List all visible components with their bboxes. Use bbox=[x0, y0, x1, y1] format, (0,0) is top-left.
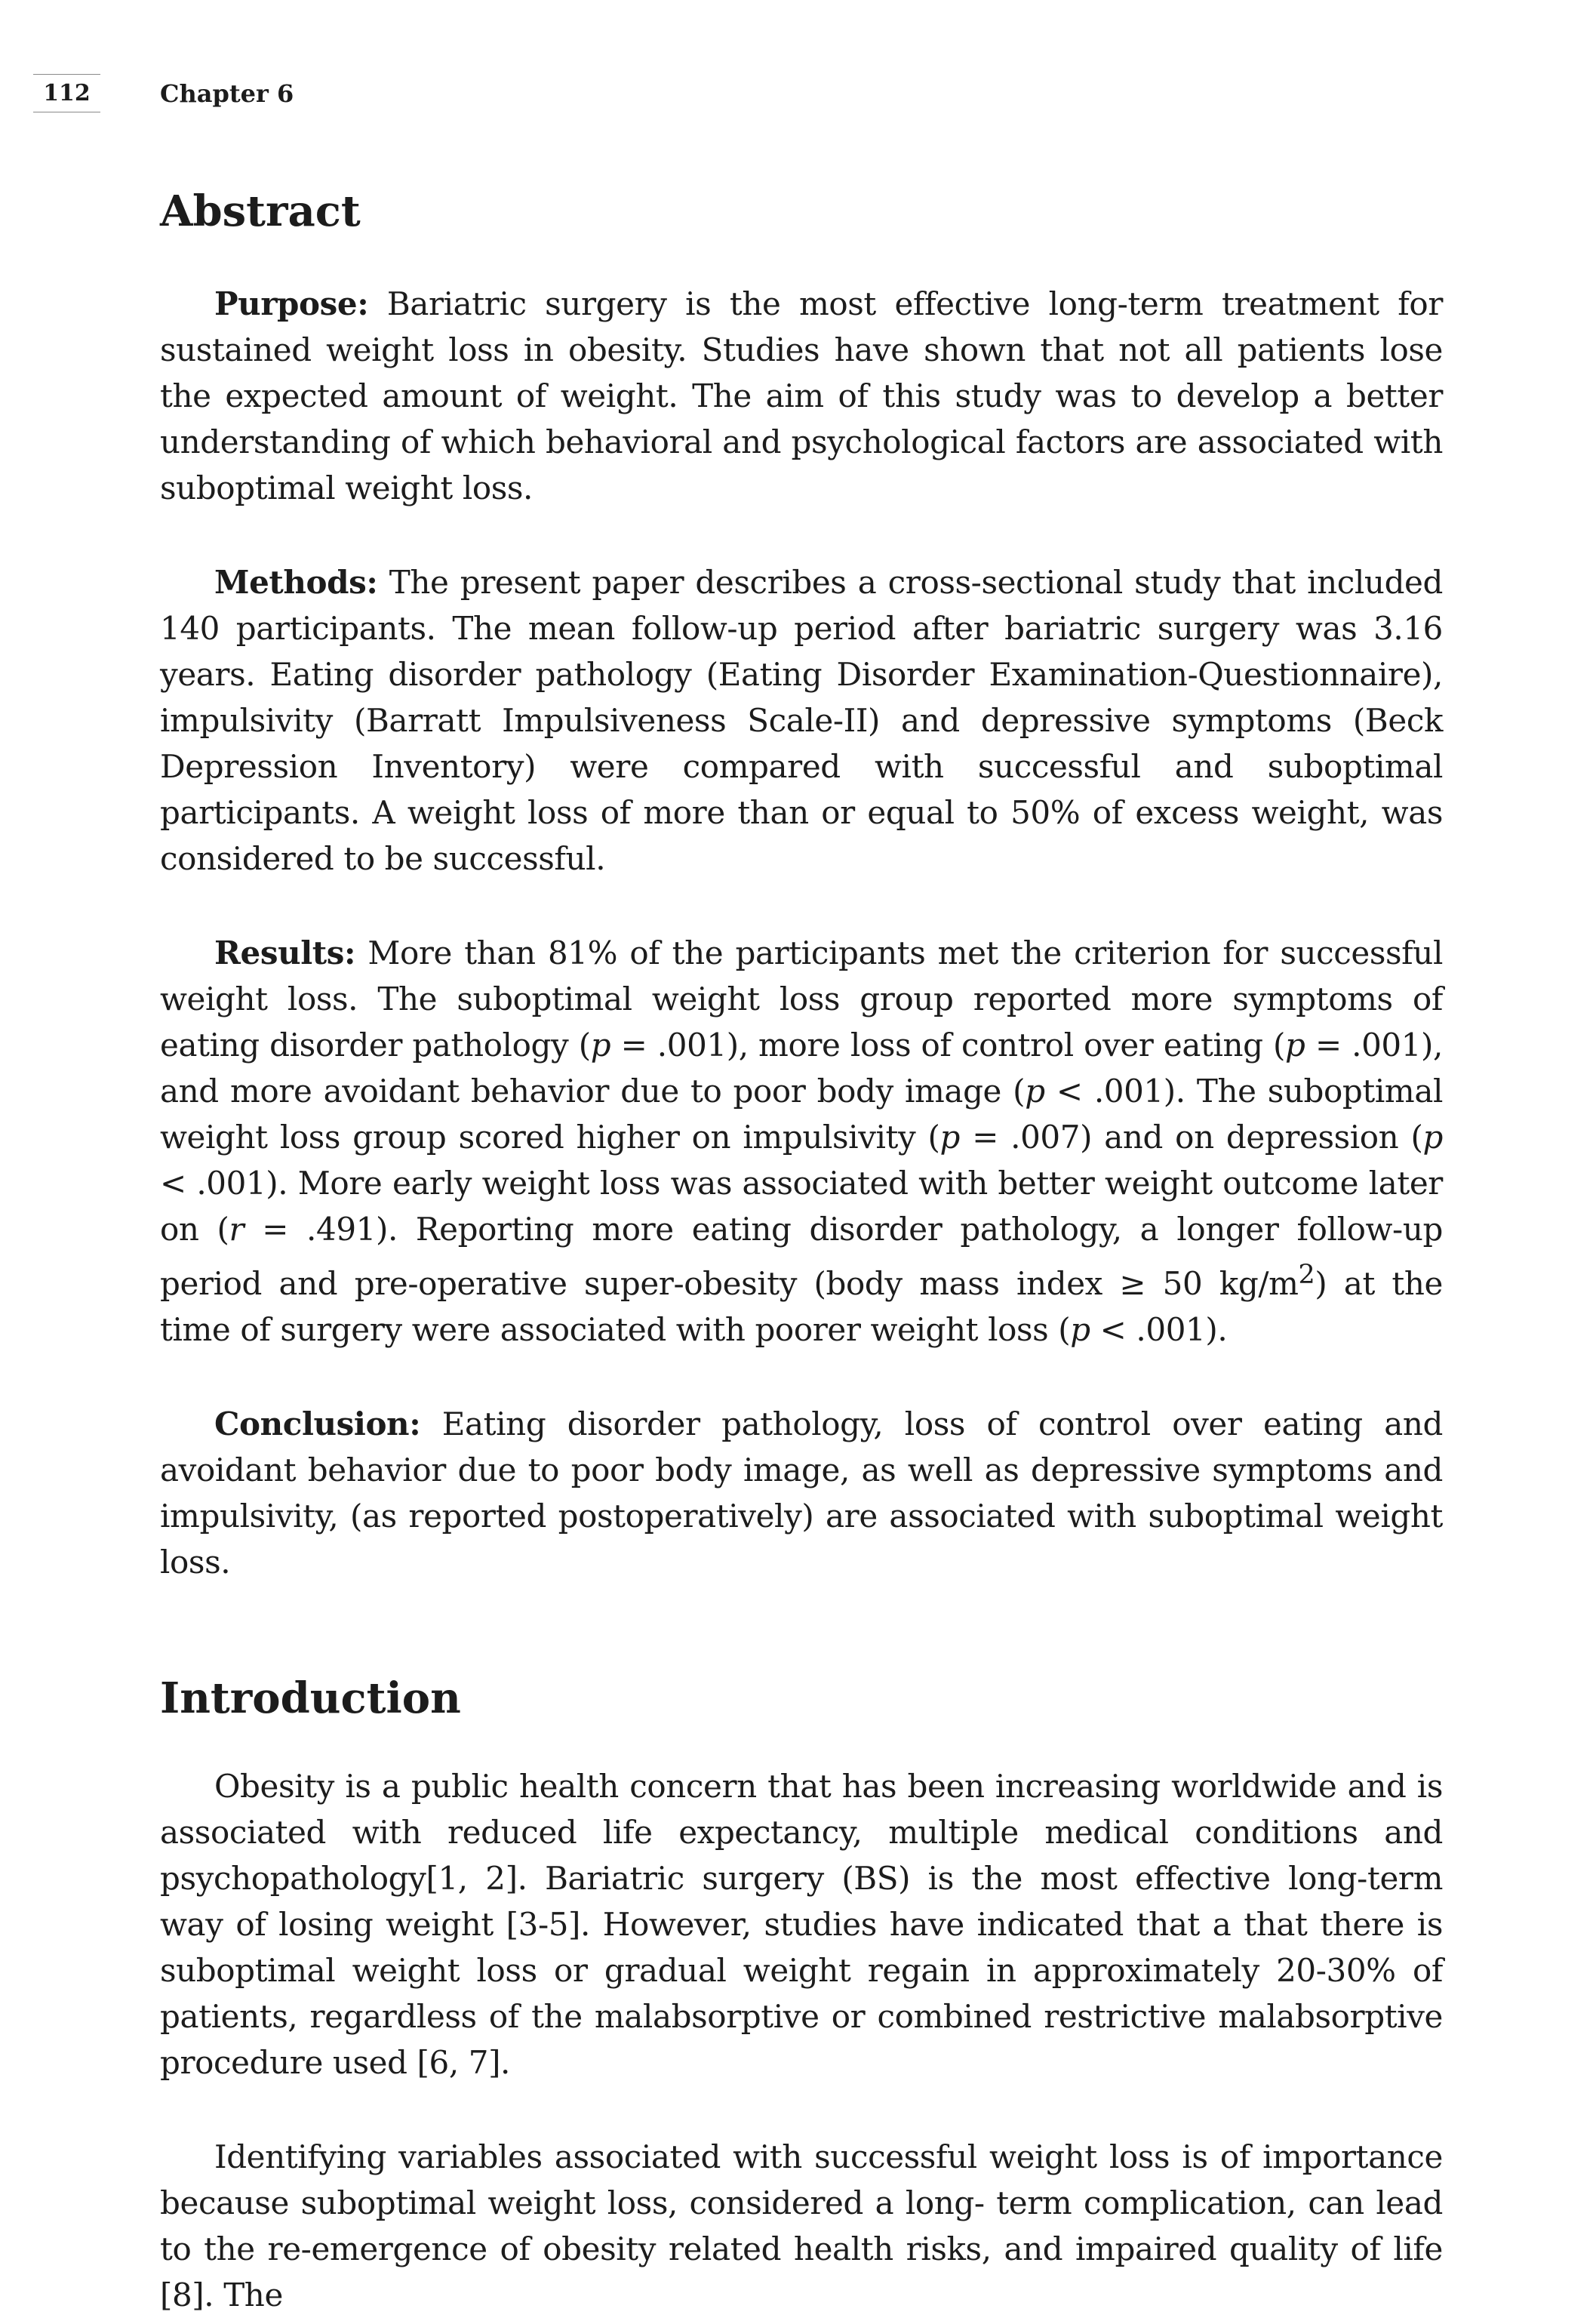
results-text-5: = .007) and on depression ( bbox=[960, 1119, 1423, 1156]
p-symbol: p bbox=[1285, 1027, 1305, 1064]
methods-text: The present paper describes a cross-sectional study that included 140 participants. The mean follow-up period after bariatric surgery was 3.16 years. Eating disorder pathology (Eating Disorder Examination-Questionnaire), impulsivity (Barratt Impulsiveness Scale-II) and depressive symptoms (Beck Depression Inventory) were compared with successful and suboptimal participants. A weight loss of more than or equal to 50% of excess weight, was considered to be successful. bbox=[160, 564, 1443, 877]
introduction-heading: Introduction bbox=[160, 1673, 461, 1723]
abstract-section bbox=[160, 181, 1443, 1585]
abstract-conclusion-paragraph bbox=[160, 1401, 1443, 1585]
results-text-4: < .001). The suboptimal weight loss group scored higher on impulsivity ( bbox=[160, 1073, 1444, 1156]
p-symbol: p bbox=[590, 1027, 611, 1064]
results-text-8: ) at the time of surgery were associated with poorer weight loss ( bbox=[160, 1265, 1443, 1348]
introduction-section bbox=[160, 1668, 1443, 2318]
p-symbol: p bbox=[1025, 1073, 1045, 1110]
introduction-paragraph-1: Obesity is a public health concern that has been increasing worldwide and is associated with reduced life expectancy, multiple medical conditions and psychopathology[1, 2]. Bariatric surgery (BS) is the most effective long-term way of losing weight [3-5]. However, studies have indicated that a that there is suboptimal weight loss or gradual weight regain in approximately 20-30% of patients, regardless of the malabsorptive or combined restrictive malabsorptive procedure used [6, 7]. bbox=[160, 1768, 1443, 2081]
abstract-results-paragraph bbox=[160, 930, 1443, 1353]
running-head-chapter: Chapter 6 bbox=[160, 79, 294, 108]
results-label: Results: bbox=[214, 934, 356, 971]
abstract-methods-paragraph bbox=[160, 559, 1443, 882]
abstract-purpose-paragraph bbox=[160, 281, 1443, 511]
purpose-label: Purpose: bbox=[214, 285, 369, 322]
conclusion-text: Eating disorder pathology, loss of control over eating and avoidant behavior due to poor body image, as well as depressive symptoms and impulsivity, (as reported postoperatively) are associated with suboptimal weight loss. bbox=[160, 1405, 1443, 1581]
p-symbol: p bbox=[1070, 1311, 1090, 1348]
abstract-heading: Abstract bbox=[160, 186, 361, 236]
superscript-2: 2 bbox=[1298, 1260, 1315, 1290]
page-body bbox=[160, 181, 1443, 2318]
results-text-3: = .001), and more avoidant behavior due to poor body image ( bbox=[160, 1027, 1443, 1110]
results-text-2: = .001), more loss of control over eating ( bbox=[610, 1027, 1286, 1064]
results-text-9: < .001). bbox=[1090, 1311, 1228, 1348]
page-number: 112 bbox=[33, 74, 100, 112]
p-symbol: p bbox=[939, 1119, 961, 1156]
purpose-text: Bariatric surgery is the most effective long-term treatment for sustained weight loss in obesity. Studies have shown that not all patients lose the expected amount of weight. The aim of this study was to develop a better understanding of which behavioral and psychological factors are associated with suboptimal weight loss. bbox=[160, 285, 1443, 506]
r-symbol: r bbox=[229, 1211, 244, 1248]
p-symbol: p bbox=[1422, 1119, 1443, 1156]
conclusion-label: Conclusion: bbox=[214, 1405, 421, 1442]
methods-label: Methods: bbox=[214, 564, 378, 601]
results-text-1: More than 81% of the participants met the criterion for successful weight loss. The suboptimal weight loss group reported more symptoms of eating disorder pathology ( bbox=[160, 934, 1443, 1064]
introduction-paragraph-2: Identifying variables associated with successful weight loss is of importance because suboptimal weight loss, considered a long- term complication, can lead to the re-emergence of obesity related health risks, and impaired quality of life [8]. The bbox=[160, 2138, 1443, 2313]
results-text-6: < .001). More early weight loss was associated with better weight outcome later on ( bbox=[160, 1165, 1443, 1248]
results-text-7: = .491). Reporting more eating disorder pathology, a longer follow-up period and pre-operative super-obesity (body mass index ≥ 50 kg/m bbox=[160, 1211, 1443, 1302]
